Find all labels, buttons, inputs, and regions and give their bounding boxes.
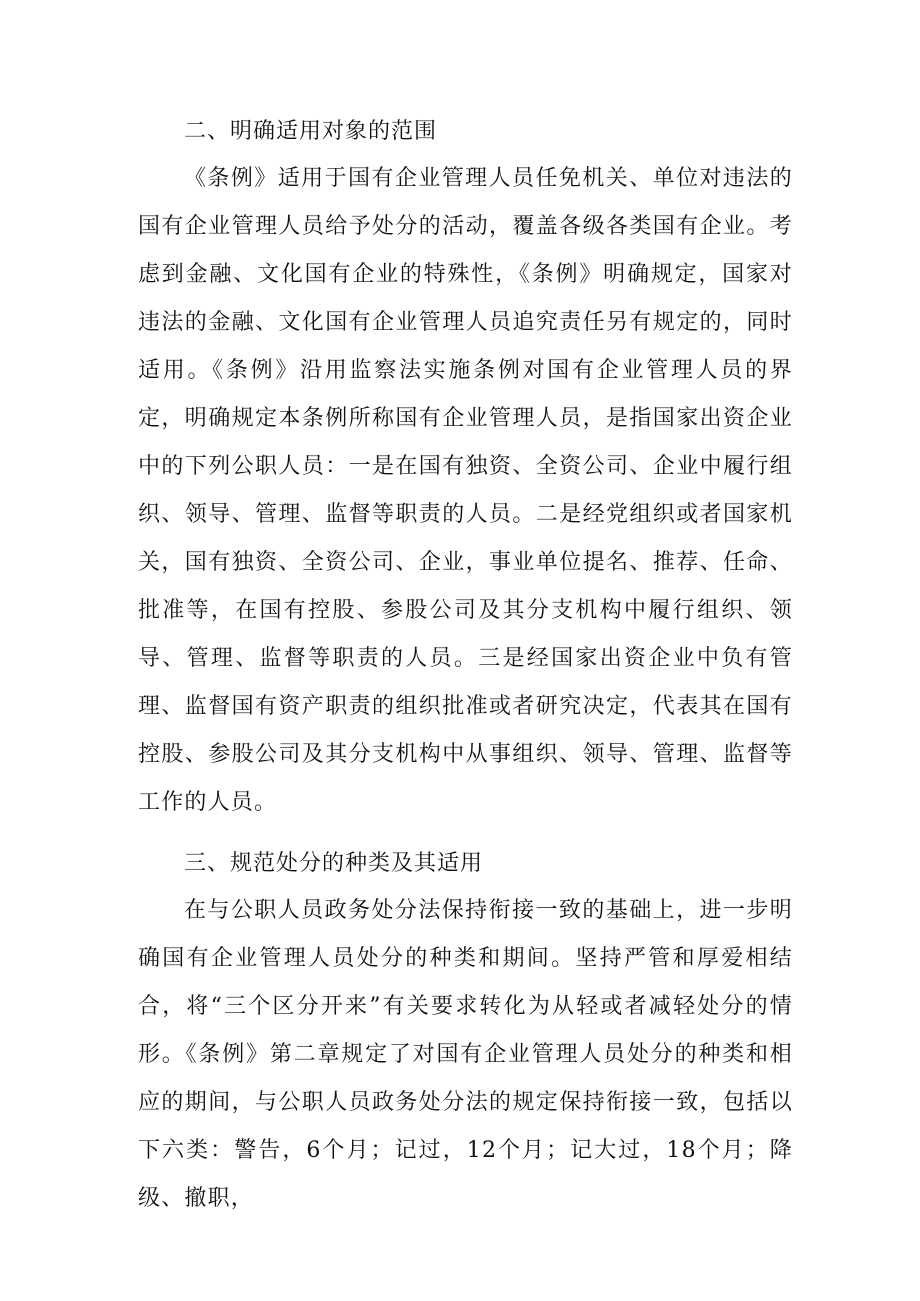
section-heading-sanction-types: 三、规范处分的种类及其适用 [184,851,484,876]
section-heading-scope: 二、明确适用对象的范围 [184,119,438,144]
section-paragraph-scope: 《条例》适用于国有企业管理人员任免机关、单位对违法的国有企业管理人员给予处分的活动，覆盖各级各类国有企业。考虑到金融、文化国有企业的特殊性，《条例》明确规定，国家对违法的金融、文化国有企业管理人员追究责任另有规定的，同时适用。《条例》沿用监察法实施条例对国有企业管理人员的界定，明确规定本条例所称国有企业管理人员，是指国家出资企业中的下列公职人员：一是在国有独资、全资公司、企业中履行组织、领导、管理、监督等职责的人员。二是经党组织或者国家机关，国有独资、全资公司、企业，事业单位提名、推荐、任命、批准等，在国有控股、参股公司及其分支机构中履行组织、领导、管理、监督等职责的人员。三是经国家出资企业中负有管理、监督国有资产职责的组织批准或者研究决定，代表其在国有控股、参股公司及其分支机构中从事组织、领导、管理、监督等工作的人员。 [138,166,793,815]
document-body [138,108,793,1223]
section-paragraph-sanction-types: 在与公职人员政务处分法保持衔接一致的基础上，进一步明确国有企业管理人员处分的种类和期间。坚持严管和厚爱相结合，将“三个区分开来”有关要求转化为从轻或者减轻处分的情形。《条例》第二章规定了对国有企业管理人员处分的种类和相应的期间，与公职人员政务处分法的规定保持衔接一致，包括以下六类：警告，6个月；记过，12个月；记大过，18个月；降级、撤职， [138,898,793,1211]
